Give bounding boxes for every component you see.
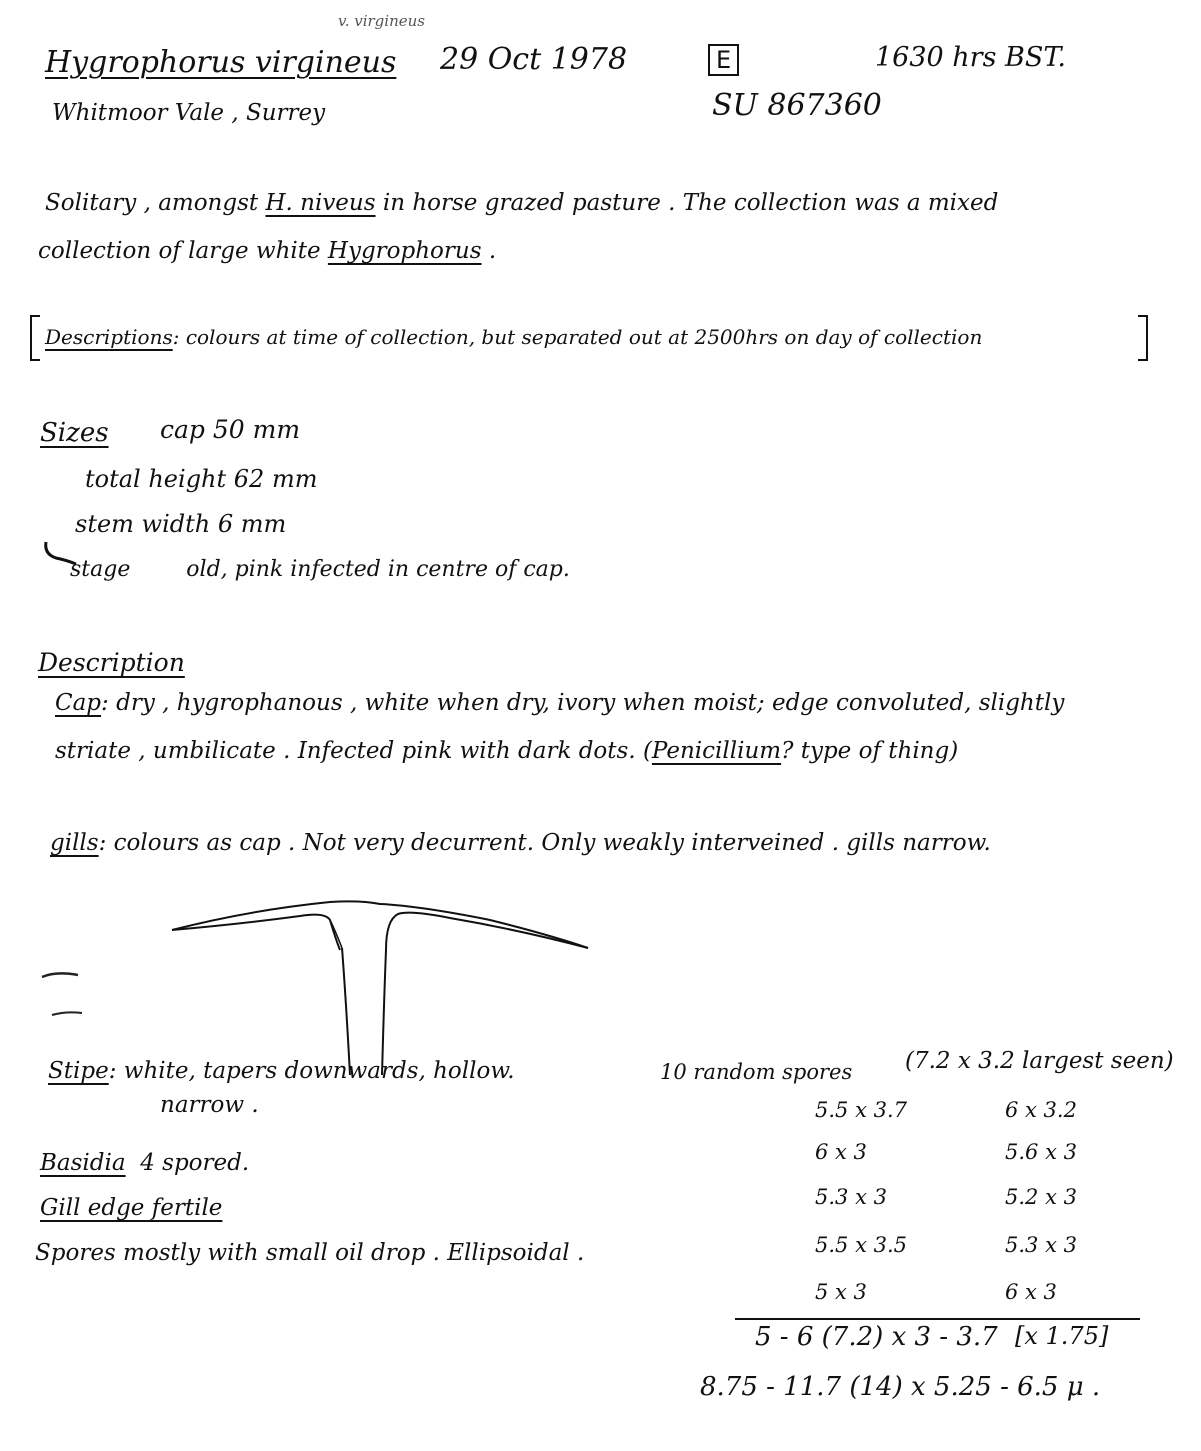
stipe-label: Stipe [48, 1058, 109, 1084]
spore-factor: [x 1.75] [1015, 1322, 1109, 1350]
spores-note: Spores mostly with small oil drop . Ellipsoidal . [35, 1240, 585, 1266]
descriptions-text: : colours at time of collection, but separated out at 2500hrs on day of collection [172, 325, 983, 349]
code-box: E [708, 44, 739, 76]
habitat-text: . [488, 238, 497, 264]
spore-result: 8.75 - 11.7 (14) x 5.25 - 6.5 μ . [700, 1372, 1101, 1402]
grid-reference: SU 867360 [712, 88, 882, 123]
descriptions-note [45, 325, 982, 349]
species-underlined: H. niveus [265, 190, 376, 216]
spore-measurement: 6 x 3.2 [1005, 1098, 1077, 1122]
bracket-right [1138, 315, 1148, 361]
stipe-line-2: narrow . [160, 1092, 259, 1118]
spore-measurement: 5.6 x 3 [1005, 1140, 1077, 1164]
stipe-line-1 [48, 1058, 515, 1084]
habitat-line-1 [45, 190, 998, 216]
cap-line-2 [55, 738, 958, 764]
basidia-text: 4 spored. [140, 1150, 250, 1176]
sum-rule [735, 1318, 1140, 1320]
habitat-text: collection of large white [38, 238, 321, 264]
cap-text: ? type of thing) [781, 738, 959, 764]
spore-measurement: 5.5 x 3.5 [815, 1233, 907, 1257]
genus-underlined: Penicillium [651, 738, 782, 764]
spore-measurement: 5 x 3 [815, 1280, 867, 1304]
bracket-left [30, 315, 40, 361]
habitat-line-2 [38, 238, 496, 264]
spore-measurement: 6 x 3 [1005, 1280, 1057, 1304]
variety-annotation: v. virgineus [338, 12, 425, 30]
spore-measurement: 5.2 x 3 [1005, 1185, 1077, 1209]
largest-spore: (7.2 x 3.2 largest seen) [905, 1048, 1174, 1074]
genus-underlined: Hygrophorus [327, 238, 482, 264]
location-text: Whitmoor Vale , Surrey [52, 100, 326, 126]
species-title: Hygrophorus virgineus [45, 45, 397, 80]
stipe-text: : white, tapers downwards, hollow. [108, 1058, 515, 1084]
cap-line-1 [55, 690, 1064, 716]
basidia-line [40, 1150, 249, 1176]
gills-text: : colours as cap . Not very decurrent. Only weakly interveined . gills narrow. [98, 830, 991, 856]
gills-line [50, 830, 991, 856]
descriptions-label: Descriptions [45, 325, 173, 349]
cap-text: : dry , hygrophanous , white when dry, ivory when moist; edge convoluted, slightly [101, 690, 1065, 716]
pencil-mark-icon [40, 538, 80, 572]
habitat-text: in horse grazed pasture . The collection was a mixed [382, 190, 999, 216]
collection-date: 29 Oct 1978 [440, 42, 628, 77]
spores-header: 10 random spores [660, 1060, 853, 1084]
spore-summary: 5 - 6 (7.2) x 3 - 3.7 [755, 1322, 998, 1352]
size-stage: stage old, pink infected in centre of cap. [70, 557, 570, 582]
gill-edge-text: Gill edge fertile [40, 1195, 223, 1221]
spore-measurement: 6 x 3 [815, 1140, 867, 1164]
description-heading: Description [38, 648, 185, 677]
cap-label: Cap [55, 690, 102, 716]
basidia-label: Basidia [40, 1150, 126, 1176]
habitat-text: Solitary , amongst [45, 190, 259, 216]
sizes-heading: Sizes [40, 418, 109, 448]
spore-measurement: 5.3 x 3 [1005, 1233, 1077, 1257]
spore-measurement: 5.3 x 3 [815, 1185, 887, 1209]
size-total-height: total height 62 mm [85, 465, 318, 493]
collection-time: 1630 hrs BST. [875, 42, 1066, 73]
gills-label: gills [50, 830, 99, 856]
size-stem-width: stem width 6 mm [75, 510, 287, 538]
size-cap: cap 50 mm [160, 415, 301, 444]
pencil-dash-icon [38, 965, 88, 1025]
spore-measurement: 5.5 x 3.7 [815, 1098, 907, 1122]
cap-text: striate , umbilicate . Infected pink with dark dots. ( [55, 738, 652, 764]
